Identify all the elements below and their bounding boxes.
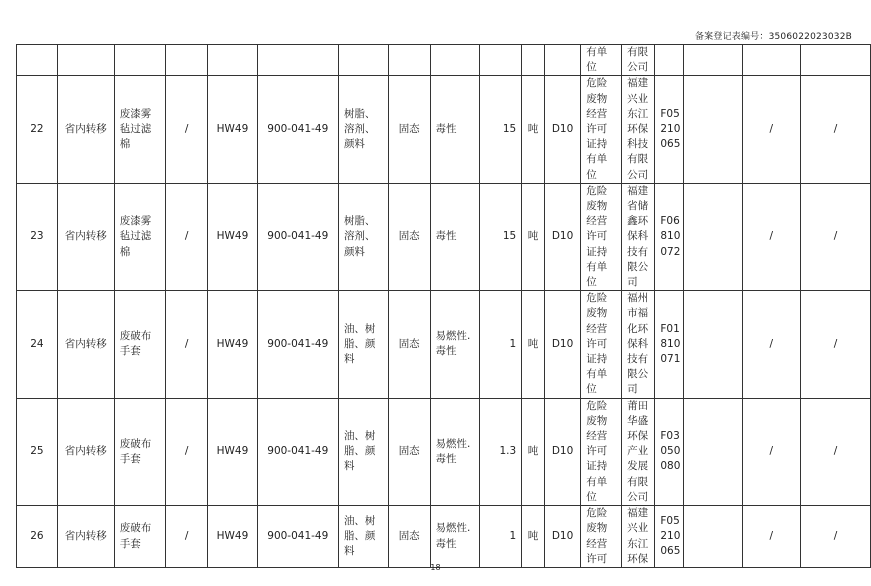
table-row-partial [17, 45, 871, 76]
company-cell: 福建 兴业 东江 环保 [622, 506, 655, 568]
hazard-cell: 易燃性. 毒性 [430, 506, 480, 568]
waste-category-cell: HW49 [208, 76, 257, 183]
method-cell: D10 [544, 506, 580, 568]
license-cell: F01 810 071 [655, 291, 684, 398]
quantity-cell: 15 [480, 76, 522, 183]
form-cell: 固态 [388, 183, 430, 290]
unit-cell: 吨 [522, 398, 545, 505]
row-number-cell: 24 [17, 291, 58, 398]
component-cell: 油、树 脂、颜 料 [338, 398, 388, 505]
quantity-cell: 15 [480, 183, 522, 290]
registration-number: 备案登记表编号：3506022023032B [694, 32, 852, 42]
form-cell: 固态 [388, 76, 430, 183]
table-row [17, 291, 871, 398]
company-cell: 福建 省储 鑫环 保科 技有 限公 司 [622, 183, 655, 290]
hazard-cell: 易燃性. 毒性 [430, 398, 480, 505]
method-cell: D10 [544, 291, 580, 398]
unit-cell: 吨 [522, 506, 545, 568]
unit-cell: 吨 [522, 291, 545, 398]
company-cell: 有限 公司 [622, 45, 655, 76]
permit-cell: 有单 位 [581, 45, 622, 76]
quantity-cell: 1 [480, 506, 522, 568]
form-cell: 固态 [388, 398, 430, 505]
column14-cell: / [742, 291, 800, 398]
license-cell: F05 210 065 [655, 76, 684, 183]
unit-cell: 吨 [522, 183, 545, 290]
unit-cell: 吨 [522, 76, 545, 183]
method-cell: D10 [544, 398, 580, 505]
component-cell: 油、树 脂、颜 料 [338, 291, 388, 398]
table-row [17, 76, 871, 183]
row-number-cell: 23 [17, 183, 58, 290]
column14-cell: / [742, 183, 800, 290]
company-cell: 福建 兴业 东江 环保 科技 有限 公司 [622, 76, 655, 183]
permit-cell: 危险 废物 经营 许可 证持 有单 位 [581, 291, 622, 398]
license-cell: F03 050 080 [655, 398, 684, 505]
component-cell: 树脂、 溶剂、 颜料 [338, 76, 388, 183]
blank-cell [684, 291, 742, 398]
row-number-cell: 22 [17, 76, 58, 183]
table-row [17, 398, 871, 505]
component-cell: 油、树 脂、颜 料 [338, 506, 388, 568]
column15-cell: / [801, 506, 871, 568]
column4-cell: / [166, 76, 208, 183]
blank-cell [684, 398, 742, 505]
column15-cell: / [801, 183, 871, 290]
column4-cell: / [166, 398, 208, 505]
column15-cell: / [801, 76, 871, 183]
transfer-type-cell: 省内转移 [57, 398, 114, 505]
hazard-cell: 毒性 [430, 76, 480, 183]
column14-cell: / [742, 506, 800, 568]
waste-code-cell: 900-041-49 [257, 76, 338, 183]
waste-name-cell: 废漆雾 毡过滤 棉 [114, 76, 165, 183]
waste-name-cell: 废漆雾 毡过滤 棉 [114, 183, 165, 290]
column15-cell: / [801, 291, 871, 398]
waste-code-cell: 900-041-49 [257, 398, 338, 505]
waste-category-cell: HW49 [208, 183, 257, 290]
permit-cell: 危险 废物 经营 许可 证持 有单 位 [581, 398, 622, 505]
hazardous-waste-table [16, 44, 871, 568]
hazard-cell: 毒性 [430, 183, 480, 290]
waste-name-cell: 废破布 手套 [114, 398, 165, 505]
waste-category-cell: HW49 [208, 506, 257, 568]
company-cell: 莆田 华盛 环保 产业 发展 有限 公司 [622, 398, 655, 505]
column4-cell: / [166, 183, 208, 290]
blank-cell [684, 183, 742, 290]
form-cell: 固态 [388, 506, 430, 568]
transfer-type-cell: 省内转移 [57, 291, 114, 398]
method-cell: D10 [544, 76, 580, 183]
column14-cell: / [742, 398, 800, 505]
column4-cell: / [166, 506, 208, 568]
license-cell: F05 210 065 [655, 506, 684, 568]
row-number-cell: 26 [17, 506, 58, 568]
permit-cell: 危险 废物 经营 许可 证持 有单 位 [581, 183, 622, 290]
row-number-cell: 25 [17, 398, 58, 505]
table-row [17, 506, 871, 568]
form-cell: 固态 [388, 291, 430, 398]
transfer-type-cell: 省内转移 [57, 76, 114, 183]
method-cell: D10 [544, 183, 580, 290]
column4-cell: / [166, 291, 208, 398]
transfer-type-cell: 省内转移 [57, 506, 114, 568]
blank-cell [684, 506, 742, 568]
column15-cell: / [801, 398, 871, 505]
company-cell: 福州 市福 化环 保科 技有 限公 司 [622, 291, 655, 398]
blank-cell [684, 76, 742, 183]
waste-code-cell: 900-041-49 [257, 183, 338, 290]
table-row [17, 183, 871, 290]
license-cell: F06 810 072 [655, 183, 684, 290]
column14-cell: / [742, 76, 800, 183]
permit-cell: 危险 废物 经营 许可 证持 有单 位 [581, 76, 622, 183]
waste-code-cell: 900-041-49 [257, 506, 338, 568]
waste-code-cell: 900-041-49 [257, 291, 338, 398]
hazard-cell: 易燃性. 毒性 [430, 291, 480, 398]
waste-category-cell: HW49 [208, 291, 257, 398]
component-cell: 树脂、 溶剂、 颜料 [338, 183, 388, 290]
waste-name-cell: 废破布 手套 [114, 506, 165, 568]
permit-cell: 危险 废物 经营 许可 [581, 506, 622, 568]
waste-name-cell: 废破布 手套 [114, 291, 165, 398]
quantity-cell: 1.3 [480, 398, 522, 505]
waste-category-cell: HW49 [208, 398, 257, 505]
quantity-cell: 1 [480, 291, 522, 398]
page-number: 18 [430, 563, 441, 572]
transfer-type-cell: 省内转移 [57, 183, 114, 290]
